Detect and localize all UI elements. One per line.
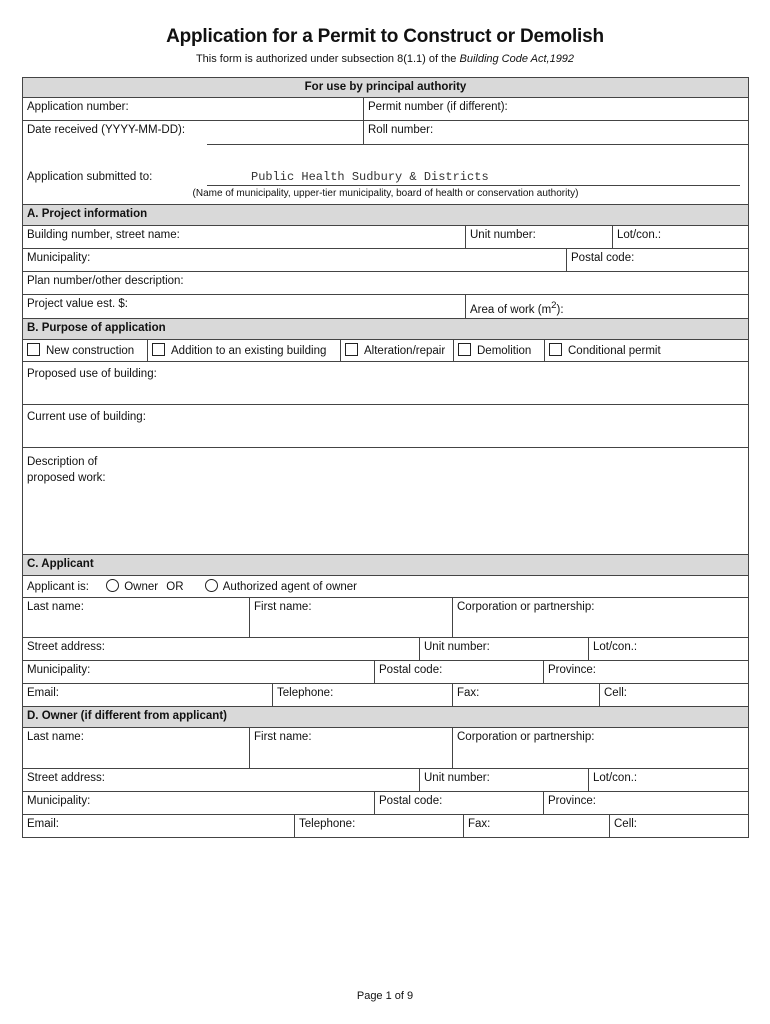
owner-fax-field[interactable] [463, 815, 609, 837]
project-heading: A. Project information [23, 205, 748, 226]
project-value-label: Project value est. $: [27, 298, 128, 310]
form-subtitle [0, 53, 770, 65]
option-label: Conditional permit [568, 345, 661, 357]
street-label: Street address: [27, 772, 105, 784]
applicant-first-name-field[interactable] [249, 598, 452, 637]
checkbox-icon[interactable] [458, 343, 471, 356]
municipality-label: Municipality: [27, 664, 91, 676]
roll-number-label: Roll number: [368, 124, 434, 136]
telephone-label: Telephone: [299, 818, 356, 830]
municipality-label: Municipality: [27, 795, 91, 807]
owner-telephone-field[interactable] [294, 815, 463, 837]
purpose-options-row [23, 340, 748, 362]
option-label: New construction [46, 345, 135, 357]
owner-cell-field[interactable] [609, 815, 748, 837]
option-label: Alteration/repair [364, 345, 446, 357]
unit-label: Unit number: [424, 641, 490, 653]
postal-code-label: Postal code: [571, 252, 635, 264]
submitted-to-row [23, 145, 748, 205]
applicant-is-label: Applicant is: [27, 581, 90, 593]
option-addition[interactable] [147, 340, 340, 361]
option-conditional-permit[interactable] [544, 340, 748, 361]
agent-option-label: Authorized agent of owner [222, 581, 358, 593]
applicant-cell-field[interactable] [599, 684, 748, 706]
proposed-use-field[interactable] [23, 362, 748, 405]
area-superscript: 2 [551, 300, 557, 311]
plan-number-label: Plan number/other description: [27, 275, 184, 287]
option-label: Demolition [477, 345, 532, 357]
date-received-field[interactable] [23, 121, 363, 145]
project-row-4 [23, 295, 748, 319]
street-label: Street address: [27, 641, 105, 653]
cell-label: Cell: [604, 687, 628, 699]
owner-postal-field[interactable] [374, 792, 543, 814]
owner-first-name-field[interactable] [249, 728, 452, 768]
email-label: Email: [27, 818, 59, 830]
building-number-field[interactable] [23, 226, 465, 248]
roll-number-field[interactable] [363, 121, 748, 145]
date-received-label: Date received (YYYY-MM-DD): [27, 124, 186, 136]
subtitle-text: This form is authorized under subsection 8(1.1) of the [195, 53, 460, 65]
permit-form [22, 77, 749, 838]
submitted-to-note: (Name of municipality, upper-tier municipality, board of health or conservation authority) [192, 188, 579, 199]
building-number-label: Building number, street name: [27, 229, 180, 241]
last-name-label: Last name: [27, 601, 84, 613]
applicant-name-row [23, 598, 748, 638]
postal-label: Postal code: [379, 664, 443, 676]
applicant-heading: C. Applicant [23, 555, 748, 576]
owner-heading: D. Owner (if different from applicant) [23, 707, 748, 728]
description-label-line-1: Description of [27, 456, 98, 468]
owner-corporation-field[interactable] [452, 728, 748, 768]
applicant-province-field[interactable] [543, 661, 748, 683]
applicant-lot-field[interactable] [588, 638, 748, 660]
area-of-work-field[interactable] [465, 295, 748, 318]
first-name-label: First name: [254, 731, 312, 743]
option-new-construction[interactable] [23, 340, 147, 361]
option-label: Addition to an existing building [171, 345, 327, 357]
lot-con-label: Lot/con.: [617, 229, 662, 241]
project-lot-con-field[interactable] [612, 226, 748, 248]
submitted-to-label: Application submitted to: [27, 171, 153, 183]
page-number: Page 1 of 9 [356, 990, 414, 1002]
applicant-fax-field[interactable] [452, 684, 599, 706]
radio-owner-icon[interactable] [106, 579, 119, 592]
application-number-field[interactable] [23, 98, 363, 120]
applicant-unit-field[interactable] [419, 638, 588, 660]
province-label: Province: [548, 664, 596, 676]
current-use-label: Current use of building: [27, 411, 146, 423]
telephone-label: Telephone: [277, 687, 334, 699]
applicant-postal-field[interactable] [374, 661, 543, 683]
or-label: OR [166, 581, 184, 593]
project-row-2 [23, 249, 748, 272]
owner-name-row [23, 728, 748, 769]
lot-label: Lot/con.: [593, 772, 638, 784]
unit-label: Unit number: [424, 772, 490, 784]
owner-option-label: Owner [124, 581, 159, 593]
project-row-3 [23, 272, 748, 295]
municipality-label: Municipality: [27, 252, 91, 264]
radio-agent-icon[interactable] [205, 579, 218, 592]
owner-street-field[interactable] [23, 769, 419, 791]
submitted-to-underline [207, 185, 740, 186]
authority-row-1 [23, 98, 748, 121]
applicant-last-name-field[interactable] [23, 598, 249, 637]
first-name-label: First name: [254, 601, 312, 613]
authority-row-2 [23, 121, 748, 145]
applicant-address-row [23, 638, 748, 661]
unit-number-label: Unit number: [470, 229, 536, 241]
applicant-corporation-field[interactable] [452, 598, 748, 637]
owner-municipality-field[interactable] [23, 792, 374, 814]
permit-number-field[interactable] [363, 98, 748, 120]
corporation-label: Corporation or partnership: [457, 731, 595, 743]
owner-lot-field[interactable] [588, 769, 748, 791]
area-of-work-label: Area of work (m [470, 303, 552, 316]
checkbox-icon[interactable] [27, 343, 40, 356]
owner-province-field[interactable] [543, 792, 748, 814]
description-label [23, 448, 748, 554]
owner-email-field[interactable] [23, 815, 294, 837]
act-name: Building Code Act,1992 [459, 53, 575, 65]
description-label-line-2: proposed work: [27, 472, 106, 484]
cell-label: Cell: [614, 818, 638, 830]
submitted-to-value[interactable]: Public Health Sudbury & Districts [251, 170, 489, 184]
province-label: Province: [548, 795, 596, 807]
proposed-use-label: Proposed use of building: [27, 368, 157, 380]
project-municipality-field[interactable] [23, 249, 566, 271]
checkbox-icon[interactable] [152, 343, 165, 356]
current-use-field[interactable] [23, 405, 748, 448]
owner-address-row [23, 769, 748, 792]
checkbox-icon[interactable] [345, 343, 358, 356]
application-number-label: Application number: [27, 101, 129, 113]
postal-label: Postal code: [379, 795, 443, 807]
project-postal-code-field[interactable] [566, 249, 748, 271]
area-suffix: ): [556, 303, 564, 316]
description-field[interactable] [23, 448, 748, 555]
owner-municipality-row [23, 792, 748, 815]
applicant-telephone-field[interactable] [272, 684, 452, 706]
applicant-is-row [23, 576, 748, 598]
owner-unit-field[interactable] [419, 769, 588, 791]
email-label: Email: [27, 687, 59, 699]
applicant-email-field[interactable] [23, 684, 272, 706]
purpose-heading: B. Purpose of application [23, 319, 748, 340]
applicant-street-field[interactable] [23, 638, 419, 660]
applicant-contact-row [23, 684, 748, 707]
project-value-field[interactable] [23, 295, 465, 318]
option-demolition[interactable] [453, 340, 544, 361]
lot-label: Lot/con.: [593, 641, 638, 653]
option-alteration[interactable] [340, 340, 453, 361]
last-name-label: Last name: [27, 731, 84, 743]
applicant-type-selector [23, 576, 748, 597]
owner-last-name-field[interactable] [23, 728, 249, 768]
permit-number-label: Permit number (if different): [368, 101, 508, 113]
applicant-municipality-row [23, 661, 748, 684]
project-row-1 [23, 226, 748, 249]
fax-label: Fax: [457, 687, 480, 699]
fax-label: Fax: [468, 818, 491, 830]
project-unit-number-field[interactable] [465, 226, 612, 248]
plan-number-field[interactable] [23, 272, 748, 294]
checkbox-icon[interactable] [549, 343, 562, 356]
corporation-label: Corporation or partnership: [457, 601, 595, 613]
owner-contact-row [23, 815, 748, 838]
applicant-municipality-field[interactable] [23, 661, 374, 683]
authority-heading: For use by principal authority [23, 78, 748, 98]
form-title: Application for a Permit to Construct or Demolish [166, 26, 604, 47]
